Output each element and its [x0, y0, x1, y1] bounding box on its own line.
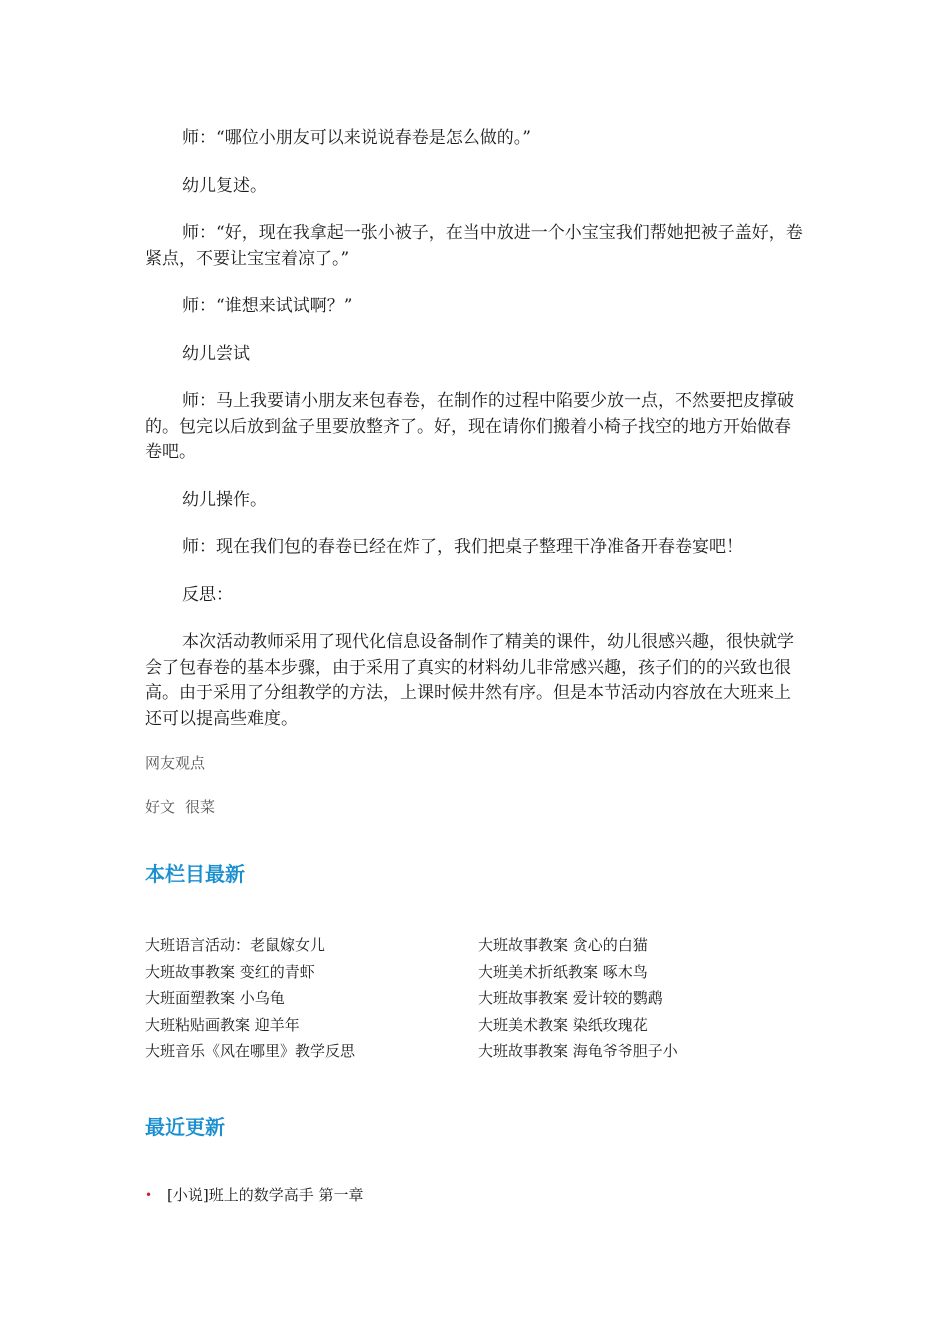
recent-link[interactable]: [小说]班上的数学高手 第一章	[167, 1186, 364, 1204]
paragraph: 师：马上我要请小朋友来包春卷，在制作的过程中陷要少放一点，不然要把皮撑破的。包完以后放到盆子里要放整齐了。好，现在请你们搬着小椅子找空的地方开始做春卷吧。	[145, 391, 794, 462]
opinion-good-link[interactable]: 好文	[145, 798, 176, 816]
latest-link[interactable]: 大班故事教案 贪心的白猫	[478, 936, 648, 954]
paragraph: 幼儿复述。	[182, 175, 267, 196]
article-body	[145, 126, 805, 1204]
latest-heading: 本栏目最新	[145, 862, 245, 886]
latest-link[interactable]: 大班音乐《风在哪里》教学反思	[145, 1042, 356, 1060]
paragraph: 幼儿操作。	[182, 489, 267, 510]
paragraph: 反思：	[182, 584, 233, 605]
latest-link[interactable]: 大班美术折纸教案 啄木鸟	[478, 962, 648, 981]
bullet-icon: •	[145, 1188, 153, 1202]
latest-link[interactable]: 大班面塑教案 小乌龟	[145, 989, 285, 1007]
paragraph: 师：“好，现在我拿起一张小被子，在当中放进一个小宝宝我们帮她把被子盖好，卷紧点，不要让宝宝着凉了。”	[145, 223, 803, 269]
latest-link[interactable]: 大班故事教案 变红的青虾	[145, 962, 315, 981]
paragraph: 师：“谁想来试试啊？”	[182, 296, 353, 316]
opinion-bad-link[interactable]: 很菜	[185, 798, 216, 816]
paragraph: 幼儿尝试	[182, 343, 250, 364]
latest-list-right	[478, 932, 808, 1065]
list-item	[145, 1183, 363, 1207]
paragraph: 师：现在我们包的春卷已经在炸了，我们把桌子整理干净准备开春卷宴吧！	[182, 537, 743, 557]
latest-list-left	[145, 932, 475, 1065]
latest-link[interactable]: 大班粘贴画教案 迎羊年	[145, 1015, 300, 1034]
recent-list	[145, 1183, 363, 1207]
latest-link[interactable]: 大班语言活动：老鼠嫁女儿	[145, 936, 326, 954]
opinion-links	[145, 796, 805, 818]
latest-link[interactable]: 大班故事教案 海龟爷爷胆子小	[478, 1042, 678, 1060]
paragraph: 本次活动教师采用了现代化信息设备制作了精美的课件，幼儿很感兴趣，很快就学会了包春卷的基本步骤，由于采用了真实的材料幼儿非常感兴趣，孩子们的的兴致也很高。由于采用了分组教学的方法，上课时候井然有序。但是本节活动内容放在大班来上还可以提高些难度。	[145, 632, 794, 729]
paragraph: 师：“哪位小朋友可以来说说春卷是怎么做的。”	[182, 128, 531, 148]
latest-link[interactable]: 大班美术教案 染纸玫瑰花	[478, 1015, 648, 1034]
opinion-title: 网友观点	[145, 754, 206, 772]
recent-heading: 最近更新	[145, 1115, 225, 1139]
latest-link[interactable]: 大班故事教案 爱计较的鹦鹉	[478, 989, 663, 1007]
